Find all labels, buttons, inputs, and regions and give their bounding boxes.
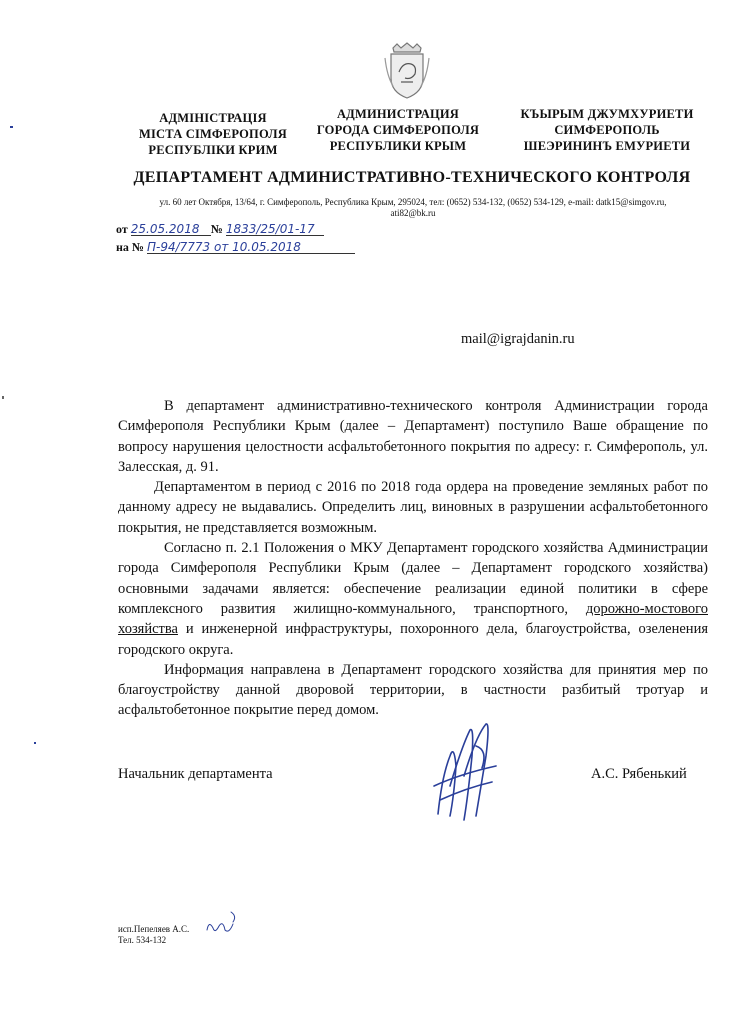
scan-speck bbox=[2, 396, 4, 399]
department-address bbox=[118, 197, 708, 219]
paragraph bbox=[118, 538, 708, 660]
org-name-ukrainian bbox=[118, 110, 308, 158]
incoming-reference-row bbox=[116, 240, 355, 258]
handwritten-initials bbox=[205, 908, 241, 938]
org-ukrainian-line: АДМІНІСТРАЦІЯ bbox=[159, 111, 267, 125]
executor-phone: Тел. 534-132 bbox=[118, 935, 167, 945]
recipient-email: mail@igrajdanin.ru bbox=[461, 331, 575, 347]
signer-title: Начальник департамента bbox=[118, 766, 273, 782]
reference-block bbox=[116, 222, 355, 258]
outgoing-reference-row bbox=[116, 222, 355, 240]
paragraph: В департамент административно-технического контроля Администрации города Симферополя Республики Крым (далее – Департамент) поступило Ваше обращение по вопросу нарушения целостности асфальтобетонного покрытия по адресу: г. Симферополь, ул. Залесская, д. 91. bbox=[118, 398, 708, 475]
coat-of-arms-icon bbox=[383, 42, 431, 100]
from-label: от bbox=[116, 222, 128, 236]
paragraph-text: Согласно п. 2.1 Положения о МКУ Департамент городского хозяйства Администрации города Симферополя Республики Крым (далее – Департамент городского хозяйства) основными задачами является: обеспечение реализации единой политики в сфере комплексного развития жилищно-коммунального, транспортного, bbox=[118, 540, 708, 617]
org-russian-line: АДМИНИСТРАЦИЯ bbox=[336, 107, 460, 121]
outgoing-date: 25.05.2018 bbox=[131, 223, 211, 236]
scan-speck bbox=[34, 742, 36, 744]
paragraph: Информация направлена в Департамент городского хозяйства для принятия мер по благоустройству данной дворовой территории, в частности разбитый тротуар и асфальтобетонное покрытие перед домом. bbox=[118, 661, 708, 719]
signer-name: А.С. Рябенький bbox=[591, 766, 687, 782]
underlined-text: дорожно-мостового хозяйства bbox=[118, 600, 708, 638]
executor-name: исп.Пепеляев А.С. bbox=[118, 924, 190, 934]
paragraph-text: и инженерной инфраструктуры, похоронного дела, благоустройства, озеленения городского округа. bbox=[118, 621, 708, 658]
org-name-russian bbox=[300, 106, 496, 154]
paragraph: Департаментом в период с 2016 по 2018 года ордера на проведение земляных работ по данному адресу не выдавались. Определить лиц, виновных в разрушении асфальтобетонного покрытия, не представляется возможным. bbox=[118, 479, 708, 536]
org-russian-line: РЕСПУБЛИКИ КРЫМ bbox=[329, 139, 467, 153]
org-russian-line: ГОРОДА СИМФЕРОПОЛЯ bbox=[316, 123, 480, 137]
org-name-crimean-tatar bbox=[502, 106, 712, 154]
number-label: № bbox=[210, 222, 223, 236]
org-ukrainian-line: РЕСПУБЛІКИ КРИМ bbox=[148, 143, 278, 157]
to-label: на № bbox=[116, 240, 144, 254]
address-line-2: ati82@bk.ru bbox=[390, 208, 436, 218]
scan-speck bbox=[10, 126, 13, 128]
address-line-1: ул. 60 лет Октября, 13/64, г. Симферополь, Республика Крым, 295024, тел: (0652) 534-132, (0652) 534-129, e-mail: datk15@simgov.ru, bbox=[159, 197, 667, 207]
org-crimean-tatar-line: СИМФЕРОПОЛЬ bbox=[554, 123, 660, 137]
handwritten-signature bbox=[430, 716, 500, 826]
department-title: ДЕПАРТАМЕНТ АДМИНИСТРАТИВНО-ТЕХНИЧЕСКОГО КОНТРОЛЯ bbox=[133, 169, 691, 186]
outgoing-number: 1833/25/01-17 bbox=[226, 223, 324, 236]
org-crimean-tatar-line: КЪЫРЫМ ДЖУМХУРИЕТИ bbox=[520, 107, 694, 121]
incoming-reference: П-94/7773 от 10.05.2018 bbox=[147, 241, 355, 254]
org-crimean-tatar-line: ШЕЭРИНИНЪ ЕМУРИЕТИ bbox=[523, 139, 691, 153]
executor-info bbox=[118, 924, 189, 946]
letter-body bbox=[118, 396, 708, 721]
org-ukrainian-line: МІСТА СІМФЕРОПОЛЯ bbox=[138, 127, 287, 141]
